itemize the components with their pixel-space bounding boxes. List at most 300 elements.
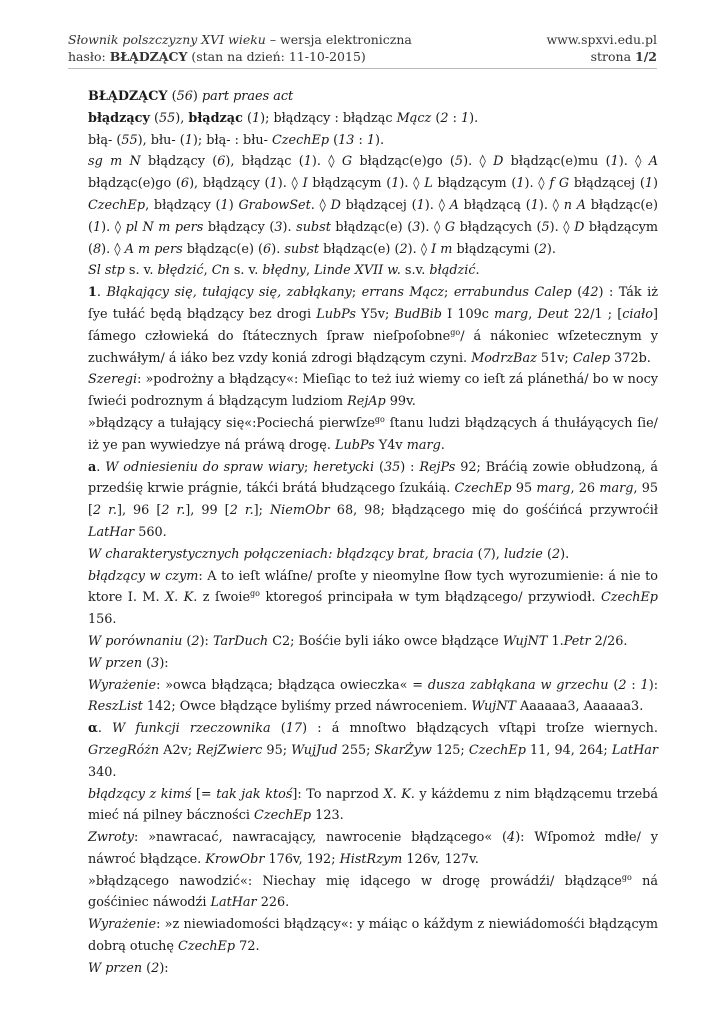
italic-run: 42 bbox=[582, 285, 599, 301]
text: ) bbox=[192, 89, 202, 104]
text-run: ) bbox=[228, 197, 239, 213]
text: ); błądzący : błądząc bbox=[260, 110, 397, 126]
text-run: błądząc(e)mu ( bbox=[503, 154, 611, 170]
text-run: błądzącej ( bbox=[340, 197, 417, 213]
italic-run: 5 bbox=[541, 219, 550, 235]
text-run: ). bbox=[560, 546, 570, 562]
text-run: ). ◊ bbox=[420, 219, 445, 235]
italic-run: errans Mącz bbox=[361, 285, 445, 301]
references-paragraph bbox=[88, 260, 658, 282]
text-run: błądząc(e)go ( bbox=[352, 154, 455, 170]
italic-run: LatHar bbox=[88, 524, 135, 540]
text-run: ). ◊ bbox=[277, 176, 303, 192]
italic-run: BudBib bbox=[394, 306, 442, 322]
bladzacy-z-kims-paragraph bbox=[88, 784, 658, 828]
italic-run: W przen bbox=[88, 960, 143, 976]
lemma-count: 56 bbox=[176, 89, 193, 104]
italic-run: 2 r. bbox=[161, 503, 186, 519]
italic-run: 2 bbox=[538, 241, 547, 257]
text-run: : »nawracać, nawracający, nawrocenie błądzącego« ( bbox=[134, 830, 508, 846]
italic-run: marg bbox=[599, 481, 634, 497]
italic-run: 1 bbox=[303, 154, 312, 170]
text-run: błądzący ( bbox=[140, 154, 218, 170]
text-run: 68, 98; błądzącego mię do gośćińcá przywroćił bbox=[329, 503, 658, 519]
count: 2 bbox=[440, 110, 449, 126]
italic-run: G bbox=[341, 154, 353, 170]
italic-run: 6 bbox=[180, 176, 190, 192]
collocations-paragraph bbox=[88, 544, 658, 566]
text-run: ): bbox=[159, 960, 169, 976]
site-url: www.spxvi.edu.pl bbox=[546, 32, 657, 47]
text-run: ; bbox=[351, 285, 362, 301]
italic-run: D bbox=[493, 154, 504, 170]
italic-run: CzechEp bbox=[88, 197, 146, 213]
text-run: ; bbox=[303, 459, 314, 475]
text-run: ). ◊ bbox=[101, 219, 126, 235]
count: 55 bbox=[121, 132, 138, 148]
italic-run: 2 r. bbox=[93, 503, 117, 519]
text-run: ( bbox=[571, 285, 583, 301]
italic-run: LubPs bbox=[316, 306, 356, 322]
text-run: C2; Bośćie byli iáko owce błądzące bbox=[268, 633, 503, 649]
italic-run: X. K. bbox=[165, 590, 198, 606]
text-run: 72. bbox=[235, 939, 260, 955]
headword-date: (stan na dzień: 11-10-2015) bbox=[187, 49, 366, 64]
text-run: 142; Owce błądzące byliśmy przed náwroceniem. bbox=[142, 699, 472, 715]
italic-run: WujJud bbox=[291, 742, 338, 758]
italic-run: 1 bbox=[269, 176, 278, 192]
italic-run: 1 bbox=[640, 677, 649, 693]
italic-run: GrabowSet bbox=[238, 197, 311, 213]
text: ( bbox=[167, 89, 177, 104]
italic-run: CzechEp bbox=[454, 481, 512, 497]
italic-run: n A bbox=[563, 197, 586, 213]
text-run: . bbox=[475, 263, 480, 279]
text-run: »błądzącego nawodzić«: Niechay mię idącego w drogę prowádźi/ błądzące bbox=[88, 873, 622, 889]
text-run: 99v. bbox=[385, 394, 416, 410]
text-run: . ◊ bbox=[310, 197, 331, 213]
italic-run: Linde XVII w. bbox=[314, 263, 401, 279]
szeregi-paragraph bbox=[88, 369, 658, 413]
italic-run: 1 bbox=[610, 154, 619, 170]
text: ( bbox=[149, 110, 159, 126]
italic-run: RejZwierc bbox=[196, 742, 263, 758]
text-run: : »owca błądząca; błądząca owieczka« = bbox=[156, 677, 428, 693]
italic-run: subst bbox=[296, 219, 331, 235]
dictionary-name: Słownik polszczyzny XVI wieku bbox=[68, 32, 266, 47]
sense-number: 1 bbox=[88, 285, 97, 301]
text-run: ). ◊ bbox=[424, 197, 450, 213]
italic-run: 3 bbox=[412, 219, 421, 235]
superscript: go bbox=[621, 872, 632, 882]
text-run: , bbox=[305, 263, 315, 279]
comparison-paragraph bbox=[88, 631, 658, 653]
text-run: 176v, 192; bbox=[264, 851, 340, 867]
text: błą- ( bbox=[88, 132, 122, 148]
italic-run: 1 bbox=[644, 176, 653, 192]
text-run: ( bbox=[374, 459, 384, 475]
text-run: błądzącym ( bbox=[307, 176, 392, 192]
italic-run: 17 bbox=[285, 721, 303, 737]
italic-run: subst bbox=[284, 241, 320, 257]
text-run: 22/1 ; [ bbox=[568, 306, 623, 322]
italic-run: Zwroty bbox=[88, 830, 135, 846]
text-run: ). bbox=[282, 219, 297, 235]
header-right bbox=[546, 31, 657, 65]
text-run: błądzącym ( bbox=[88, 219, 658, 257]
text-run: s. v. bbox=[229, 263, 263, 279]
count: 55 bbox=[158, 110, 176, 126]
text-run: błądzącą ( bbox=[458, 197, 531, 213]
count: 1 bbox=[184, 132, 193, 148]
italic-run: 2 bbox=[399, 241, 408, 257]
italic-run: A bbox=[449, 197, 459, 213]
text-run: , bbox=[203, 263, 212, 279]
italic-run: 5 bbox=[454, 154, 464, 170]
text: ). bbox=[469, 110, 479, 126]
italic-run: ludzie bbox=[503, 546, 543, 562]
italic-run: CzechEp bbox=[600, 590, 658, 606]
text-run: ). ◊ bbox=[524, 176, 550, 192]
text-run: ) : bbox=[400, 459, 420, 475]
text-run: . bbox=[440, 437, 445, 453]
italic-run: błędzić bbox=[157, 263, 204, 279]
bladzacy-w-czym-paragraph bbox=[88, 566, 658, 631]
text: : bbox=[448, 110, 461, 126]
italic-run: D bbox=[330, 197, 341, 213]
page-header bbox=[68, 31, 657, 67]
italic-run: f G bbox=[549, 176, 570, 192]
sense-number: α bbox=[88, 721, 98, 737]
text-run: , 26 bbox=[570, 481, 600, 497]
text: ), błu- ( bbox=[137, 132, 185, 148]
italic-run: 4 bbox=[507, 830, 516, 846]
text-run: ). ◊ bbox=[407, 241, 432, 257]
text-run: 95; bbox=[262, 742, 292, 758]
text-run: ). bbox=[546, 241, 556, 257]
text-run: 340. bbox=[88, 764, 117, 780]
italic-run: W funkcji rzeczownika bbox=[112, 721, 271, 737]
text-run: ): bbox=[159, 655, 169, 671]
text-run: ], 99 [ bbox=[185, 503, 230, 519]
italic-run: pl N m pers bbox=[125, 219, 204, 235]
italic-run: I bbox=[302, 176, 308, 192]
text-run: s. v. bbox=[124, 263, 158, 279]
text-run: »błądzący a tułający się«:Pociechá pierwſze bbox=[88, 415, 375, 431]
text-run: ). ◊ bbox=[101, 241, 125, 257]
text-run: ] ſámego człowieká do ſtátecznych ſpraw nieſpoſobne bbox=[88, 306, 658, 344]
text: ( bbox=[431, 110, 441, 126]
italic-run: GrzegRóżn bbox=[88, 742, 160, 758]
text: ), bbox=[175, 110, 189, 126]
italic-run: 2 bbox=[551, 546, 561, 562]
italic-run: Calep bbox=[572, 350, 611, 366]
source: CzechEp bbox=[272, 132, 330, 148]
text: ). bbox=[375, 132, 385, 148]
text-run: 2/26. bbox=[590, 633, 628, 649]
sense-a-paragraph bbox=[88, 457, 658, 544]
text-run: ), błądząc ( bbox=[225, 154, 304, 170]
italic-run: RejPs bbox=[419, 459, 456, 475]
text-run: 560. bbox=[134, 524, 167, 540]
text-run: błądząc(e) ( bbox=[88, 197, 658, 235]
italic-run: A m pers bbox=[124, 241, 183, 257]
italic-run: Petr bbox=[563, 633, 591, 649]
headword: BŁĄDZĄCY bbox=[109, 49, 188, 64]
sense-number: a bbox=[88, 459, 97, 475]
page-count: 1/2 bbox=[635, 49, 657, 64]
text-run: . bbox=[96, 285, 107, 301]
italic-run: CzechEp bbox=[254, 808, 312, 824]
text-run: ). ◊ bbox=[399, 176, 425, 192]
text-run: ) bbox=[652, 176, 658, 192]
italic-run: 1 bbox=[416, 197, 425, 213]
italic-run: W charakterystycznych połączeniach: błądzący brat, bracia bbox=[88, 546, 474, 562]
italic-run: dusza zabłąkana w grzechu bbox=[427, 677, 609, 693]
italic-run: TarDuch bbox=[212, 633, 269, 649]
dictionary-title bbox=[68, 31, 412, 48]
page-label: strona bbox=[590, 49, 636, 64]
count: 1 bbox=[366, 132, 376, 148]
italic-run: ModrzBaz bbox=[471, 350, 537, 366]
text-run: . bbox=[97, 721, 113, 737]
text: : bbox=[354, 132, 367, 148]
header-rule bbox=[68, 68, 657, 69]
headword-prefix: hasło: bbox=[68, 49, 110, 64]
text-run: ſtanu ludzi błądzących á thułáyących ſie/ iż ye pan wywiedzye ná práwą drogę. bbox=[88, 415, 658, 453]
tulajacy-paragraph bbox=[88, 413, 658, 457]
text-run: ( bbox=[182, 633, 192, 649]
text-run: błądząc(e) ( bbox=[319, 241, 400, 257]
text-run: : bbox=[626, 677, 641, 693]
count: 1 bbox=[251, 110, 261, 126]
text-run: 372b. bbox=[610, 350, 651, 366]
italic-run: 2 bbox=[191, 633, 200, 649]
source: Mącz bbox=[396, 110, 432, 126]
text-run: Aaaaaa3, Aaaaaa3. bbox=[515, 699, 644, 715]
italic-run: błądzący z kimś bbox=[88, 786, 192, 802]
italic-run: Wyrażenie bbox=[88, 917, 157, 933]
text: ); błą- : błu- bbox=[192, 132, 273, 148]
text-run: , błądzący ( bbox=[145, 197, 221, 213]
text-run: 125; bbox=[431, 742, 469, 758]
italic-run: błądzić bbox=[429, 263, 476, 279]
text-run: ): bbox=[199, 633, 213, 649]
text-run: 255; bbox=[337, 742, 375, 758]
text-run: ). ◊ bbox=[463, 154, 494, 170]
italic-run: 1 bbox=[391, 176, 400, 192]
italic-run: Błąkający się, tułający się, zabłąkany bbox=[106, 285, 352, 301]
figurative-heading bbox=[88, 653, 658, 675]
text-run: : A to ieſt wláſne/ proſte y nieomylne ſłow tych wyrozumienie: á nie to ktore I. M. bbox=[88, 568, 658, 606]
text-run: / á nákoniec wſzetecznym y zuchwáłym/ á iáko bez vzdy koniá zdrogi błądzącym czyni. bbox=[88, 328, 658, 366]
italic-run: 1 bbox=[220, 197, 229, 213]
superscript: go bbox=[450, 327, 461, 337]
text-run: s.v. bbox=[400, 263, 430, 279]
text-run: ) : á mnoſtwo błądzących vſtąpi troſze wiernych. bbox=[302, 721, 658, 737]
text-run: 126v, 127v. bbox=[402, 851, 479, 867]
text-run: : »z niewiadomości błądzący«: y máiąc o káždym z niewiádomośći błądzącym dobrą otuchę bbox=[88, 917, 658, 955]
text-run: ). ◊ bbox=[549, 219, 575, 235]
text-run: ), błądzący ( bbox=[189, 176, 270, 192]
sense-alpha-paragraph bbox=[88, 718, 658, 783]
text-run: ). ◊ bbox=[618, 154, 649, 170]
phrases-paragraph bbox=[88, 827, 658, 871]
entry-spelling bbox=[88, 130, 658, 152]
italic-run: errabundus Calep bbox=[453, 285, 572, 301]
italic-run: WujNT bbox=[502, 633, 548, 649]
text-run: ná gośćiniec náwodźi bbox=[88, 873, 658, 911]
italic-run: marg bbox=[406, 437, 441, 453]
edition-label: – wersja elektroniczna bbox=[265, 32, 412, 47]
text-run: ): bbox=[648, 677, 659, 693]
text-run: . bbox=[96, 459, 106, 475]
entry-forms bbox=[88, 108, 658, 130]
text-run: y káżdemu z nim błądzącemu trzebá mieć ná pilney báczności bbox=[88, 786, 659, 824]
italic-run: 35 bbox=[383, 459, 401, 475]
lemma: BŁĄDZĄCY bbox=[88, 89, 168, 104]
italic-run: 7 bbox=[482, 546, 491, 562]
text-run: błądzącym ( bbox=[432, 176, 517, 192]
text-run: ]: To naprzod bbox=[292, 786, 384, 802]
text-run: ( bbox=[142, 655, 152, 671]
text-run: A2v; bbox=[159, 742, 197, 758]
text-run: błądzącej ( bbox=[569, 176, 645, 192]
text-run: błądząc(e) ( bbox=[182, 241, 264, 257]
text: ( bbox=[242, 110, 252, 126]
page-number bbox=[546, 48, 657, 65]
expression-paragraph bbox=[88, 675, 658, 719]
italic-run: błądzący w czym bbox=[88, 568, 199, 584]
form: błądząc bbox=[188, 110, 243, 126]
italic-run: I m bbox=[431, 241, 453, 257]
entry-heading bbox=[88, 86, 658, 108]
text-run: błądzący ( bbox=[203, 219, 275, 235]
italic-run: HistRzym bbox=[339, 851, 403, 867]
text-run: : »podrożny a błądzący«: Mieſiąc to też iuż wiemy co ieſt zá plánethá/ bo w nocy ſwieći podroznym á błądzącym ludziom bbox=[88, 372, 658, 410]
italic-run: D bbox=[574, 219, 585, 235]
superscript: go bbox=[250, 589, 260, 599]
text-run: , 95 [ bbox=[88, 481, 658, 519]
text-run: ( bbox=[142, 960, 152, 976]
italic-run: LubPs bbox=[334, 437, 375, 453]
italic-run: 2 r. bbox=[229, 503, 254, 519]
text-run: , bbox=[528, 306, 538, 322]
italic-run: 3 bbox=[151, 655, 160, 671]
text-run: ( bbox=[608, 677, 619, 693]
text-run: 92; Bráćią zowie obłudzoną, á przedśię krwie prágnie, tákći brátá błudzącego ſzukáią. bbox=[88, 459, 658, 497]
italic-run: Cn bbox=[211, 263, 230, 279]
header-left bbox=[68, 31, 412, 65]
italic-run: W odniesieniu do spraw wiary bbox=[105, 459, 304, 475]
text-run: Y4v bbox=[374, 437, 407, 453]
italic-run: LatHar bbox=[611, 742, 658, 758]
text-run: ( bbox=[542, 546, 552, 562]
text-run: ): Wſpomoż mdłe/ y náwroć błądzące. bbox=[88, 830, 658, 867]
italic-run: Deut bbox=[537, 306, 569, 322]
text-run: ( bbox=[270, 721, 286, 737]
italic-run: G bbox=[444, 219, 456, 235]
italic-run: 6 bbox=[263, 241, 272, 257]
text-run: ]; bbox=[253, 503, 270, 519]
text-run: ( bbox=[473, 546, 483, 562]
italic-run: L bbox=[424, 176, 433, 192]
text-run: z ſwoie bbox=[197, 590, 251, 606]
italic-run: 2 bbox=[151, 960, 160, 976]
italic-run: heretycki bbox=[313, 459, 375, 475]
figurative-heading-2 bbox=[88, 958, 658, 980]
count: 1 bbox=[460, 110, 470, 126]
text-run: błądząc(e) ( bbox=[330, 219, 413, 235]
italic-run: WujNT bbox=[471, 699, 516, 715]
italic-run: Sl stp bbox=[88, 263, 125, 279]
italic-run: KrowObr bbox=[205, 851, 265, 867]
sense-1-paragraph bbox=[88, 282, 658, 369]
text-run: 156. bbox=[88, 612, 117, 628]
text-run: błądzącymi ( bbox=[452, 241, 539, 257]
italic-run: tak jak ktoś bbox=[216, 786, 293, 802]
expression-2-paragraph bbox=[88, 914, 658, 958]
count: 13 bbox=[338, 132, 355, 148]
text-run: 1. bbox=[547, 633, 564, 649]
italic-run: 6 bbox=[217, 154, 226, 170]
text-run: ). ◊ bbox=[311, 154, 342, 170]
italic-run: 1 bbox=[516, 176, 525, 192]
text-run: 95 bbox=[511, 481, 537, 497]
text-run: I 109c bbox=[441, 306, 495, 322]
grammatical-label: part praes act bbox=[201, 89, 294, 104]
italic-run: X. K. bbox=[383, 786, 415, 802]
italic-run: ReszList bbox=[88, 699, 143, 715]
text-run: ktoregoś principała w tym błądzącego/ przywiodł. bbox=[259, 590, 601, 606]
italic-run: RejAp bbox=[347, 394, 386, 410]
italic-run: Szeregi bbox=[88, 372, 138, 388]
text-run: ). ◊ bbox=[538, 197, 564, 213]
italic-run: CzechEp bbox=[468, 742, 526, 758]
italic-run: W przen bbox=[88, 655, 143, 671]
text: ( bbox=[329, 132, 339, 148]
nawodzic-paragraph bbox=[88, 871, 658, 915]
text-run: 51v; bbox=[536, 350, 573, 366]
text-run: błądząc(e)go ( bbox=[88, 176, 181, 192]
italic-run: SkarŻyw bbox=[374, 742, 432, 758]
text-run: [= bbox=[191, 786, 217, 802]
italic-run: NiemObr bbox=[269, 503, 330, 519]
italic-run: CzechEp bbox=[178, 939, 236, 955]
italic-run: 2 bbox=[618, 677, 627, 693]
italic-run: 1 bbox=[530, 197, 539, 213]
text-run: 226. bbox=[256, 895, 290, 911]
italic-run: 1 bbox=[93, 219, 102, 235]
italic-run: marg bbox=[494, 306, 529, 322]
italic-run: błędny bbox=[262, 263, 306, 279]
italic-run: sg m N bbox=[88, 154, 141, 170]
entry-body bbox=[88, 86, 658, 980]
superscript: go bbox=[374, 414, 385, 424]
text-run: 11, 94, 264; bbox=[525, 742, 612, 758]
text-run: Y5v; bbox=[355, 306, 395, 322]
italic-run: A bbox=[648, 154, 658, 170]
inflection-paragraph bbox=[88, 151, 658, 260]
text-run: błądzących ( bbox=[455, 219, 542, 235]
italic-run: W porównaniu bbox=[88, 633, 183, 649]
italic-run: ciało bbox=[622, 306, 653, 322]
italic-run: 8 bbox=[93, 241, 102, 257]
form: błądzący bbox=[88, 110, 150, 126]
text-run: ], 96 [ bbox=[116, 503, 162, 519]
text-run: ; bbox=[444, 285, 454, 301]
italic-run: LatHar bbox=[210, 895, 257, 911]
